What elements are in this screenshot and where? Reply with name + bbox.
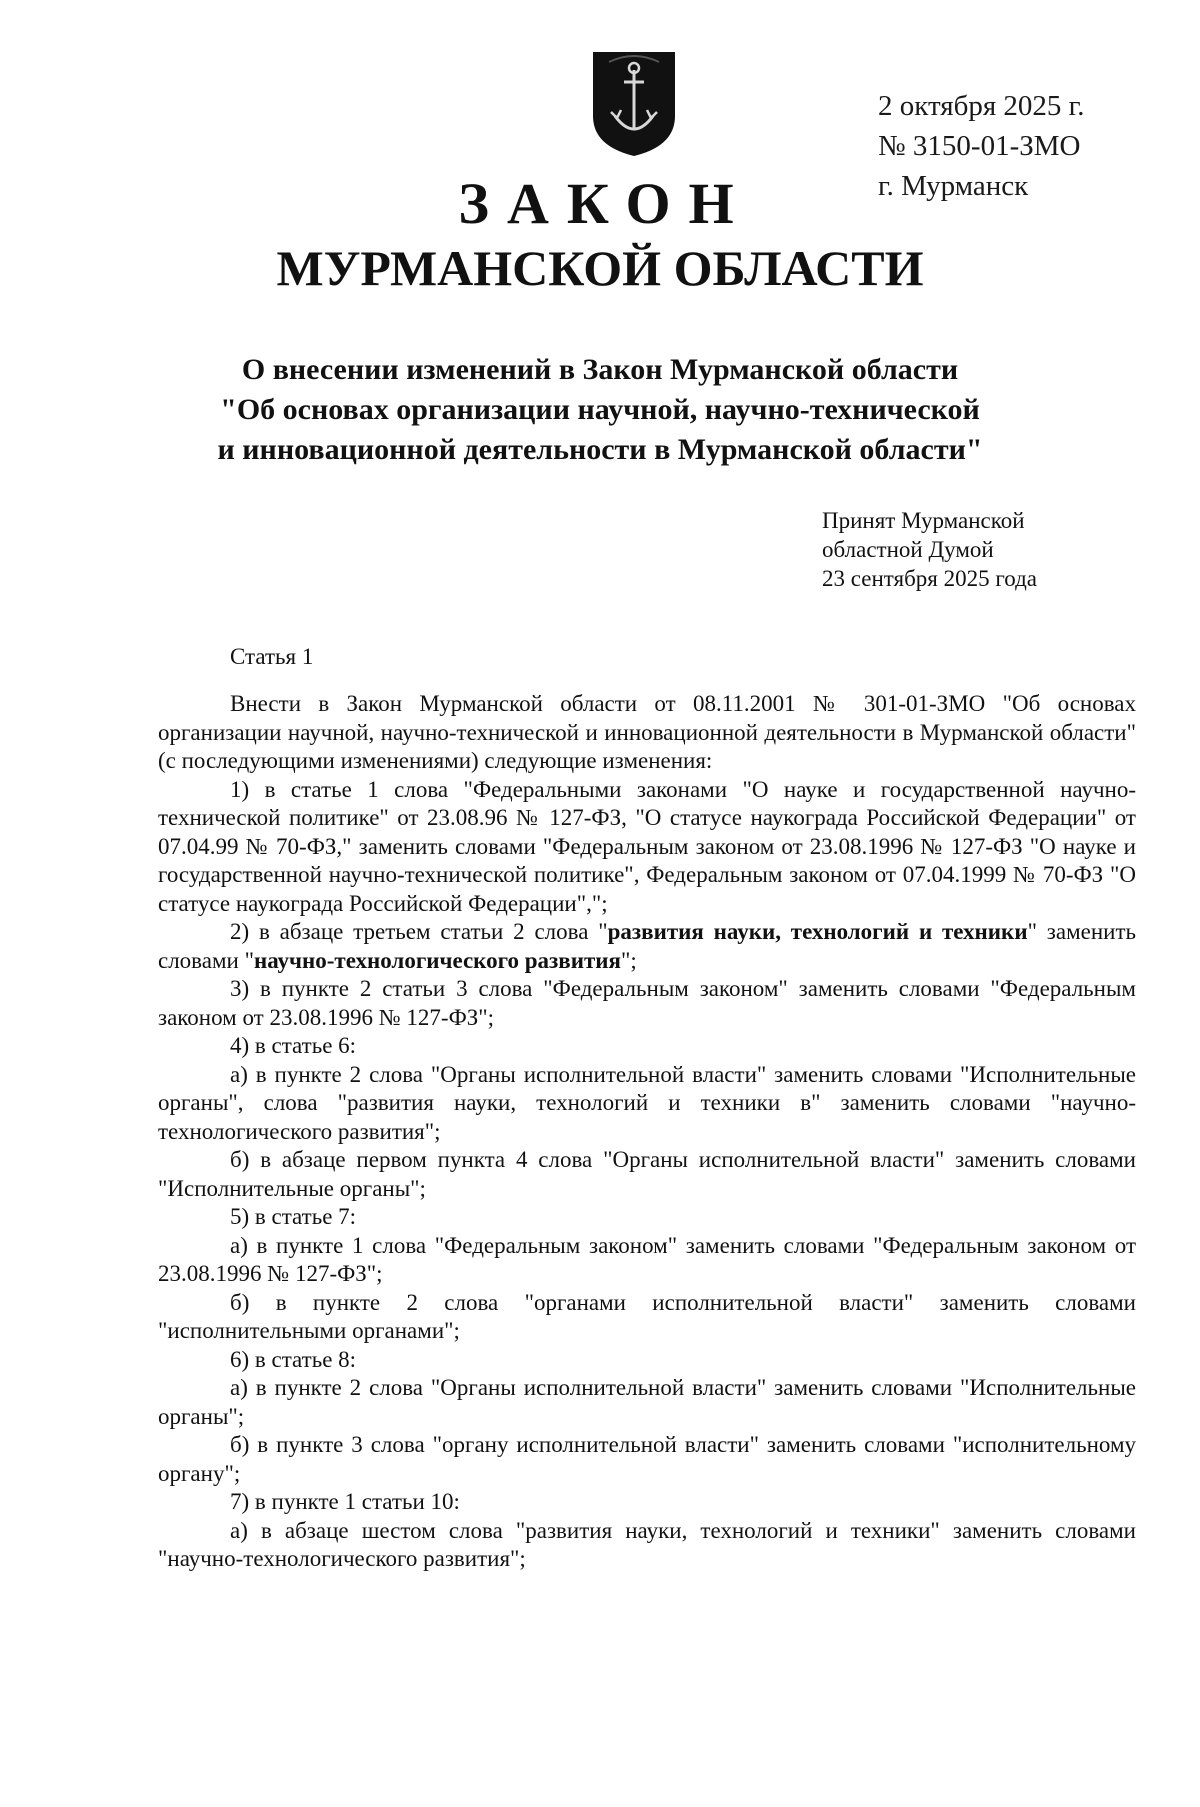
region-title: МУРМАНСКОЙ ОБЛАСТИ: [276, 240, 924, 296]
amendment-item-4b: б) в абзаце первом пункта 4 слова "Органы исполнительной власти" заменить словами "Исполнительные органы";: [158, 1147, 1136, 1201]
amendment-item-1: 1) в статье 1 слова "Федеральными законами "О науке и государственной научно-технической политике" от 23.08.96 № 127-ФЗ, "О статусе наукограда Российской Федерации" от 07.04.99 № 70-ФЗ," заменить словами "Федеральным законом от 23.08.1996 № 127-ФЗ "О науке и государственной научно-технической политике", Федеральным законом от 07.04.1999 № 70-ФЗ "О статусе наукограда Российской Федерации",";: [158, 776, 1136, 916]
amendment-item-4a: а) в пункте 2 слова "Органы исполнительной власти" заменить словами "Исполнительные органы", слова "развития науки, технологий и техники в" заменить словами "научно-технологического развития";: [158, 1061, 1136, 1144]
document-city: г. Мурманск: [878, 170, 1029, 202]
amendment-item-4: 4) в статье 6:: [230, 1033, 357, 1058]
item-text: ";: [620, 947, 637, 973]
amendment-item-7: 7) в пункте 1 статьи 10:: [230, 1489, 460, 1514]
amendment-item-6b: б) в пункте 3 слова "органу исполнительной власти" заменить словами "исполнительному органу";: [158, 1432, 1136, 1486]
item-bold-text: научно-технологического развития: [253, 947, 621, 973]
item-text: 2) в абзаце третьем статьи 2 слова ": [230, 919, 608, 944]
amendment-item-6: 6) в статье 8:: [230, 1346, 357, 1372]
item-text: " заменить словами ": [158, 919, 1136, 973]
amendment-item-5b: б) в пункте 2 слова "органами исполнительной власти" заменить словами "исполнительными органами";: [158, 1289, 1136, 1343]
amendment-item-5a: а) в пункте 1 слова "Федеральным законом" заменить словами "Федеральным законом от 23.08.1996 № 127-ФЗ";: [158, 1232, 1136, 1286]
amendment-item-6a: а) в пункте 2 слова "Органы исполнительной власти" заменить словами "Исполнительные органы";: [158, 1375, 1136, 1429]
adoption-date: 23 сентября 2025 года: [822, 566, 1037, 591]
subject-line: "Об основах организации научной, научно-технической: [220, 393, 980, 426]
article-body: [158, 690, 1136, 1574]
document-number: № 3150-01-ЗМО: [878, 130, 1081, 162]
amendment-item-3: 3) в пункте 2 статьи 3 слова "Федеральным законом" заменить словами "Федеральным законом от 23.08.1996 № 127-ФЗ";: [158, 976, 1136, 1030]
subject-line: О внесении изменений в Закон Мурманской области: [241, 353, 959, 386]
adoption-line: Принят Мурманской: [822, 508, 1025, 533]
amendment-item-7a: а) в абзаце шестом слова "развития науки, технологий и техники" заменить словами "научно-технологического развития";: [158, 1517, 1136, 1571]
article-heading: Статья 1: [230, 644, 314, 669]
item-bold-text: развития науки, технологий и техники: [607, 919, 1028, 944]
amendment-item-5: 5) в статье 7:: [230, 1204, 357, 1229]
adoption-line: областной Думой: [822, 537, 994, 562]
document-type-title: ЗАКОН: [458, 171, 752, 236]
adoption-note: [822, 506, 1037, 593]
law-subject-title: [0, 350, 1200, 470]
document-date: 2 октября 2025 г.: [878, 90, 1085, 122]
amendment-item-2: [158, 918, 1136, 975]
murmansk-coat-of-arms-icon: [589, 46, 679, 158]
article-intro: Внести в Закон Мурманской области от 08.11.2001 № 301-01-ЗМО "Об основах организации научной, научно-технической и инновационной деятельности в Мурманской области" (с последующими изменениями) следующие изменения:: [158, 691, 1136, 773]
subject-line: и инновационной деятельности в Мурманской области": [217, 433, 983, 466]
